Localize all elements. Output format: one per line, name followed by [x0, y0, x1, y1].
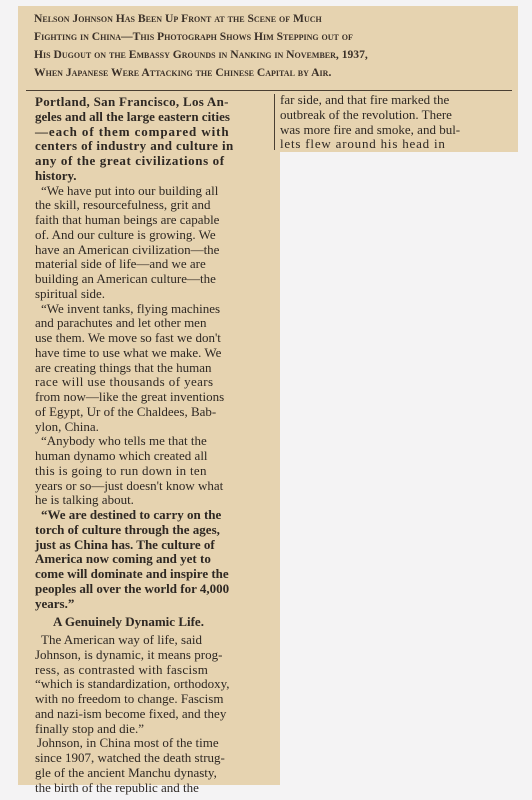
text-line: are creating things that the human — [35, 359, 212, 375]
text-line: finally stop and die.” — [35, 720, 145, 736]
text-line: with no freedom to change. Fascism — [35, 691, 224, 706]
text-line: years.” — [35, 595, 75, 611]
text-line: “We are destined to carry on the — [41, 507, 222, 522]
text-line: since 1907, watched the death strug- — [35, 750, 225, 765]
caption-divider — [26, 90, 512, 91]
text-line: of. And our culture is growing. We — [35, 226, 216, 242]
text-line: gle of the ancient Manchu dynasty, — [35, 764, 217, 780]
text-line: lets flew around his head in — [280, 136, 446, 152]
caption-line: Nelson Johnson Has Been Up Front at the Scene of Much — [34, 12, 322, 25]
text-line: geles and all the large eastern cities — [35, 108, 230, 124]
text-line: ylon, China. — [35, 418, 99, 434]
text-line: Johnson, in China most of the time — [37, 735, 219, 751]
text-line: any of the great civilizations of — [35, 153, 225, 168]
text-line: —each of them compared with — [35, 123, 230, 139]
text-line: the birth of the republic and the — [35, 779, 199, 795]
text-line: Johnson, is dynamic, it means prog- — [35, 646, 223, 662]
column-divider — [274, 94, 275, 150]
text-line: from now—like the great inventions — [35, 389, 225, 404]
text-line: material side of life—and we are — [35, 256, 206, 272]
text-line: “which is standardization, orthodoxy, — [35, 676, 230, 692]
article-right-column — [280, 93, 512, 152]
text-line: spiritual side. — [35, 285, 106, 301]
caption-line: His Dugout on the Embassy Grounds in Nanking in November, 1937, — [34, 48, 368, 61]
caption-line: When Japanese Were Attacking the Chinese Capital by Air. — [34, 66, 332, 79]
text-line: come will dominate and inspire the — [35, 566, 229, 581]
text-line: was more fire and smoke, and bul- — [280, 121, 461, 137]
text-line: torch of culture through the ages, — [35, 521, 220, 537]
text-line: “Anybody who tells me that the — [41, 433, 207, 449]
text-line: human dynamo which created all — [35, 448, 208, 463]
caption-line: Fighting in China—This Photograph Shows Him Stepping out of — [34, 30, 353, 43]
text-line: faith that human beings are capable — [35, 212, 220, 227]
text-line: have time to use what we make. We — [35, 344, 222, 360]
text-line: history. — [35, 167, 77, 183]
text-line: “We invent tanks, flying machines — [41, 300, 221, 316]
text-line: peoples all over the world for 4,000 — [35, 580, 230, 596]
text-line: centers of industry and culture in — [35, 138, 234, 154]
text-line: the skill, resourcefulness, grit and — [35, 197, 211, 213]
photo-caption — [34, 10, 504, 82]
text-line: and parachutes and let other men — [35, 315, 207, 331]
text-line: America now coming and yet to — [35, 551, 211, 567]
text-line: and nazi-ism become fixed, and they — [35, 705, 227, 721]
text-line: Portland, San Francisco, Los An- — [35, 94, 229, 109]
text-line: building an American culture—the — [35, 271, 216, 286]
section-heading: A Genuinely Dynamic Life. — [53, 614, 204, 630]
text-line: use them. We move so fast we don't — [35, 330, 221, 345]
text-line: have an American civilization—the — [35, 241, 220, 257]
text-line: ress, as contrasted with fascism — [35, 661, 209, 677]
text-line: race will use thousands of years — [35, 374, 214, 390]
text-line: outbreak of the revolution. There — [280, 106, 452, 122]
article-left-column — [35, 95, 267, 795]
text-line: he is talking about. — [35, 492, 134, 508]
text-line: years or so—just doesn't know what — [35, 477, 224, 493]
text-line: “We have put into our building all — [41, 182, 219, 198]
text-line: of Egypt, Ur of the Chaldees, Bab- — [35, 403, 217, 419]
text-line: far side, and that fire marked the — [280, 92, 450, 107]
text-line: just as China has. The culture of — [35, 536, 215, 552]
text-line: The American way of life, said — [41, 632, 202, 647]
text-line: this is going to run down in ten — [35, 462, 207, 478]
